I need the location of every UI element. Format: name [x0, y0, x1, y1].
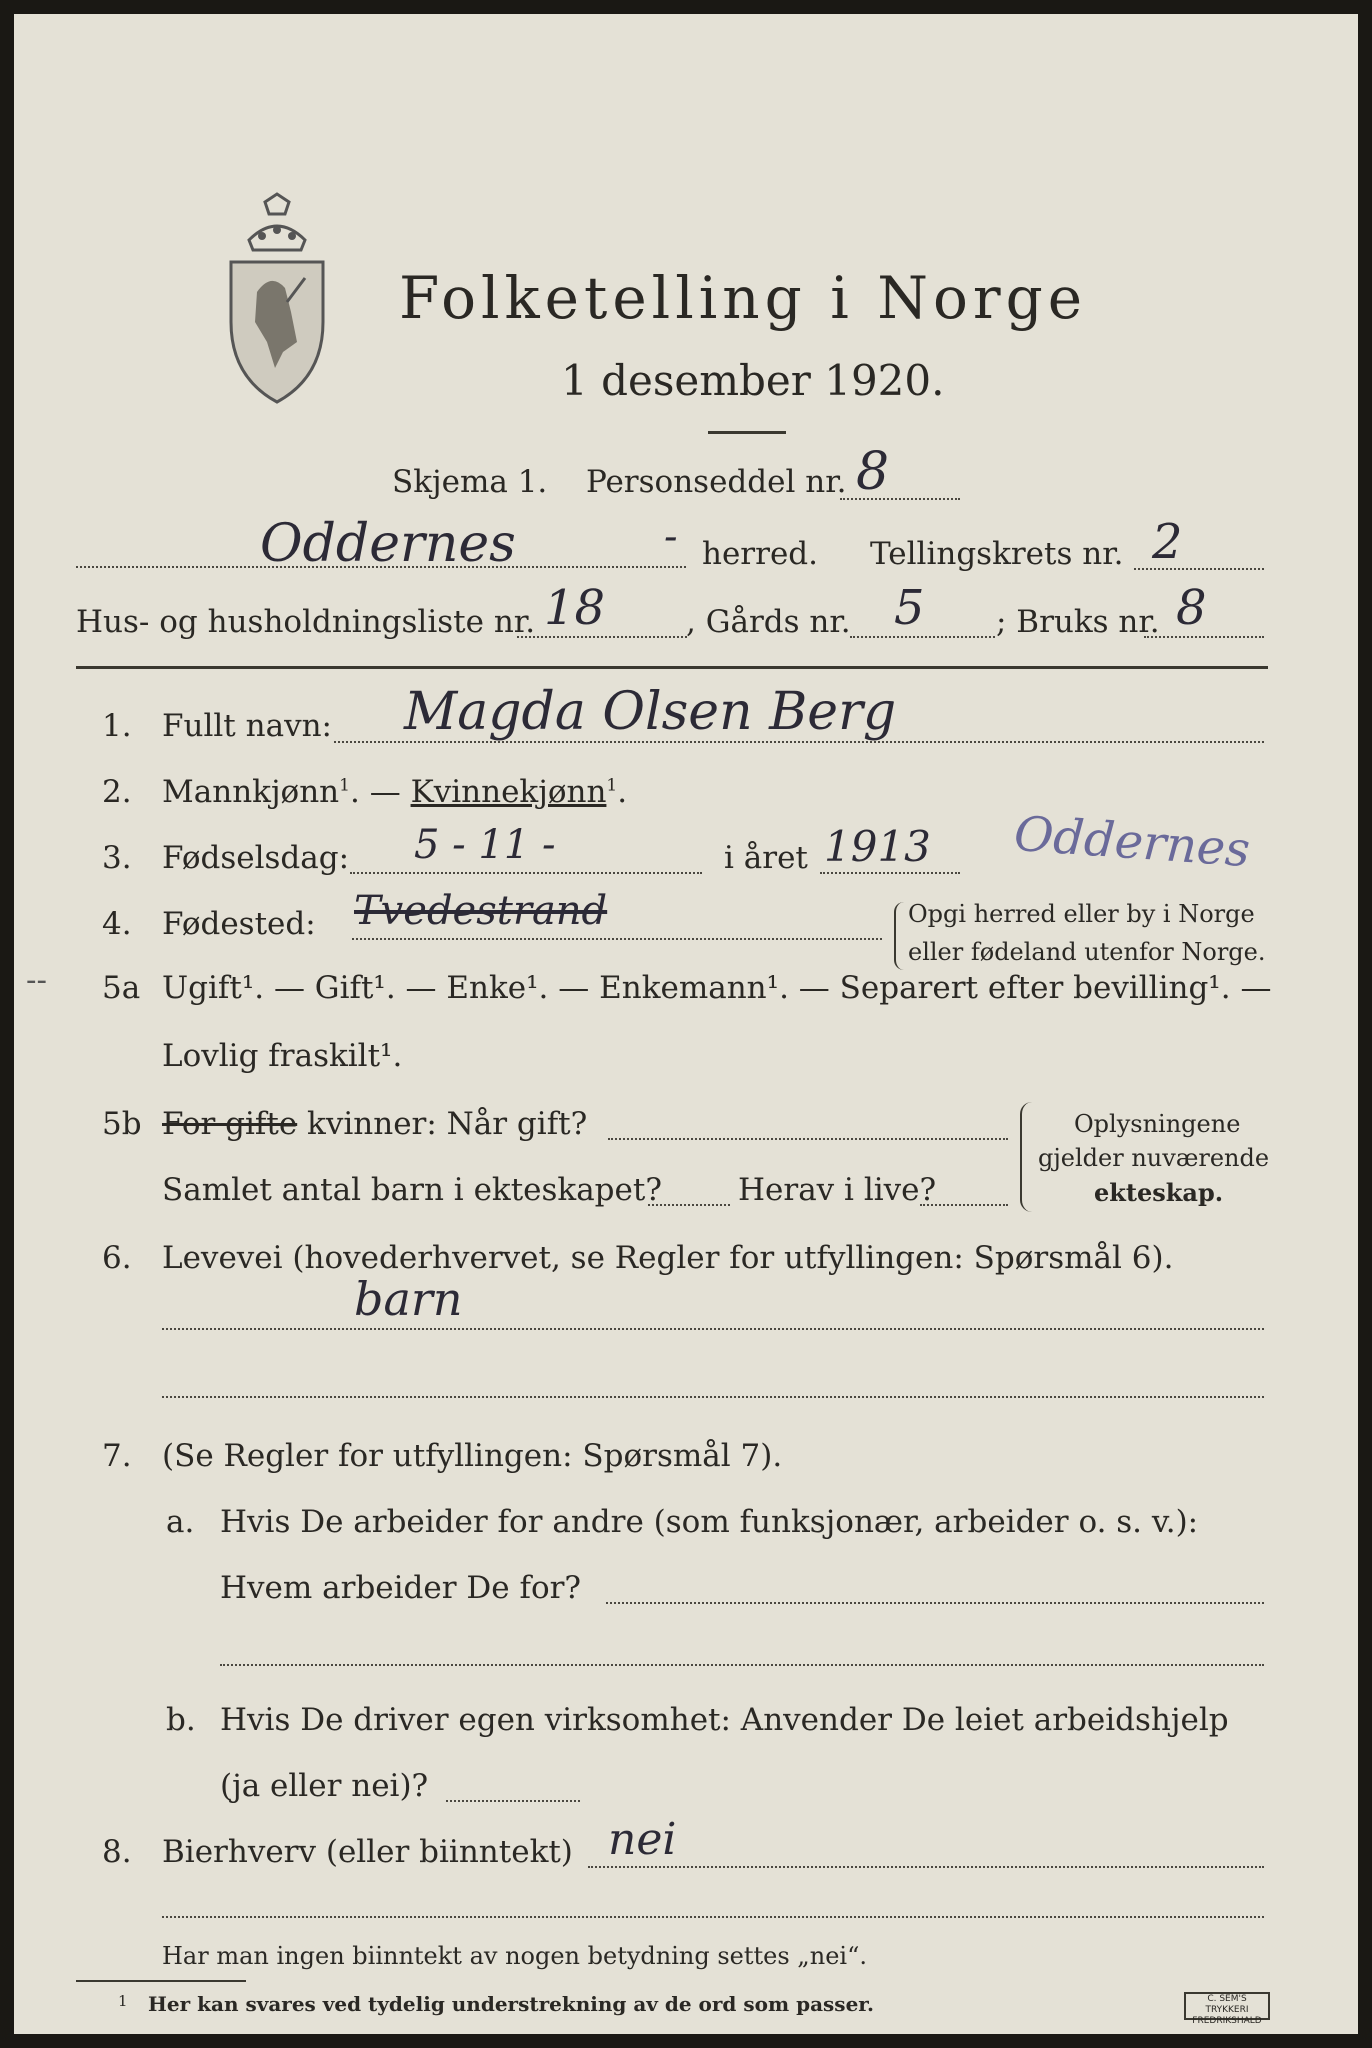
q5b-note-1: Oplysningene — [1074, 1110, 1241, 1138]
q4-value: Tvedestrand — [354, 888, 608, 934]
q7b-line — [446, 1800, 580, 1802]
gards-label: , Gårds nr. — [686, 604, 851, 640]
personseddel-label: Personseddel nr. — [586, 464, 847, 500]
gards-value: 5 — [894, 580, 925, 636]
q7a-text: Hvis De arbeider for andre (som funksjonær, arbeider o. s. v.): — [220, 1504, 1199, 1540]
q4-line — [352, 938, 882, 940]
q5b-line-3 — [920, 1204, 1008, 1206]
footnote-text: Her kan svares ved tydelig understrekning av de ord som passer. — [148, 1992, 874, 2016]
q5b-for-gifte: For gifte — [162, 1106, 298, 1142]
q6-label: Levevei (hovederhvervet, se Regler for utfyllingen: Spørsmål 6). — [162, 1240, 1174, 1276]
q4-label: Fødested: — [162, 906, 316, 942]
husliste-label: Hus- og husholdningsliste nr. — [76, 604, 536, 640]
footnote-divider — [76, 1980, 246, 1982]
bruks-line — [1144, 636, 1264, 638]
q3-number: 3. — [102, 840, 132, 876]
tellingskrets-value: 2 — [1152, 514, 1183, 570]
q7a-number: a. — [166, 1504, 195, 1540]
q8-line-1 — [588, 1866, 1264, 1868]
q7b-text: Hvis De driver egen virksomhet: Anvender De leiet arbeidshjelp — [220, 1702, 1229, 1738]
skjema-label: Skjema 1. — [392, 464, 548, 500]
coat-of-arms-icon — [227, 192, 327, 408]
q1-label: Fullt navn: — [162, 708, 332, 744]
q2-kvinne: Kvinnekjønn — [410, 774, 607, 810]
q5b-label-1: kvinner: Når gift? — [307, 1106, 588, 1142]
q3-value: 5 - 11 - — [414, 822, 556, 868]
bruks-value: 8 — [1176, 580, 1207, 636]
form-title: Folketelling i Norge — [399, 264, 1088, 332]
q7a-line-1 — [606, 1602, 1264, 1604]
bruks-label: ; Bruks nr. — [996, 604, 1160, 640]
q1-number: 1. — [102, 708, 132, 744]
q7-label: (Se Regler for utfyllingen: Spørsmål 7). — [162, 1438, 783, 1474]
q6-line-1 — [162, 1328, 1264, 1330]
q5b-brace — [1020, 1102, 1032, 1212]
q3-year-line — [820, 872, 960, 874]
q3-line — [350, 872, 702, 874]
q6-number: 6. — [102, 1240, 132, 1276]
q5b-note-2: gjelder nuværende — [1038, 1144, 1270, 1172]
q6-line-2 — [162, 1396, 1264, 1398]
q7a-question: Hvem arbeider De for? — [220, 1570, 582, 1606]
q3-label: Fødselsdag: — [162, 840, 350, 876]
q7b-question: (ja eller nei)? — [220, 1768, 429, 1804]
q2-end: . — [617, 774, 628, 810]
herred-value: Oddernes — [260, 514, 516, 574]
q2-mann: Mannkjønn — [162, 774, 340, 810]
form-date: 1 desember 1920. — [561, 356, 945, 405]
footer-note: Har man ingen biinntekt av nogen betydning settes „nei“. — [162, 1942, 867, 1970]
footnote-mark: 1 — [118, 1992, 128, 2010]
census-form — [14, 14, 1358, 2034]
q4-number: 4. — [102, 906, 132, 942]
title-divider — [708, 431, 786, 434]
q2-options: Mannkjønn$^1$. — Kvinnekjønn$^1$. — [162, 774, 628, 810]
q8-label: Bierhverv (eller biinntekt) — [162, 1834, 573, 1870]
tellingskrets-label: Tellingskrets nr. — [870, 536, 1124, 572]
q7-number: 7. — [102, 1438, 132, 1474]
q5b-line-1 — [608, 1138, 1008, 1140]
printer-mark: C. SEM'S TRYKKERI FREDRIKSHALD — [1184, 1992, 1270, 2020]
q8-value: nei — [608, 1814, 677, 1865]
q5b-line-2 — [648, 1204, 730, 1206]
q4-brace — [894, 902, 904, 970]
q5b-note-3: ekteskap. — [1094, 1178, 1224, 1207]
q3-year-value: 1913 — [824, 822, 931, 871]
q4-note-1: Opgi herred eller by i Norge — [908, 900, 1255, 928]
q5b-label-3: Herav i live? — [738, 1172, 937, 1208]
q1-value: Magda Olsen Berg — [404, 682, 897, 742]
q5b-label-2: Samlet antal barn i ekteskapet? — [162, 1172, 662, 1208]
gards-line — [850, 636, 995, 638]
q8-number: 8. — [102, 1834, 132, 1870]
q5b-row-1 — [162, 1106, 587, 1142]
q5b-number: 5b — [102, 1106, 142, 1142]
q2-sep: . — — [350, 774, 411, 810]
q8-line-2 — [162, 1916, 1264, 1918]
husliste-value: 18 — [544, 580, 606, 636]
q5a-line-2: Lovlig fraskilt¹. — [162, 1038, 403, 1074]
q7a-line-2 — [220, 1664, 1264, 1666]
husliste-line — [517, 636, 687, 638]
header-divider — [76, 666, 1268, 669]
q2-number: 2. — [102, 774, 132, 810]
herred-dash: - — [664, 514, 678, 560]
q5a-number: 5a — [102, 970, 141, 1006]
herred-label: herred. — [702, 536, 818, 572]
q6-value: barn — [354, 1272, 463, 1326]
q5a-line-1: Ugift¹. — Gift¹. — Enke¹. — Enkemann¹. — Separert efter bevilling¹. — — [162, 970, 1272, 1006]
margin-tick: -- — [26, 962, 47, 998]
q4-note-2: eller fødeland utenfor Norge. — [908, 938, 1266, 966]
q3-correction: Oddernes — [1012, 805, 1252, 879]
q7b-number: b. — [166, 1702, 196, 1738]
q3-year-label: i året — [724, 840, 808, 876]
personseddel-value: 8 — [856, 442, 890, 502]
